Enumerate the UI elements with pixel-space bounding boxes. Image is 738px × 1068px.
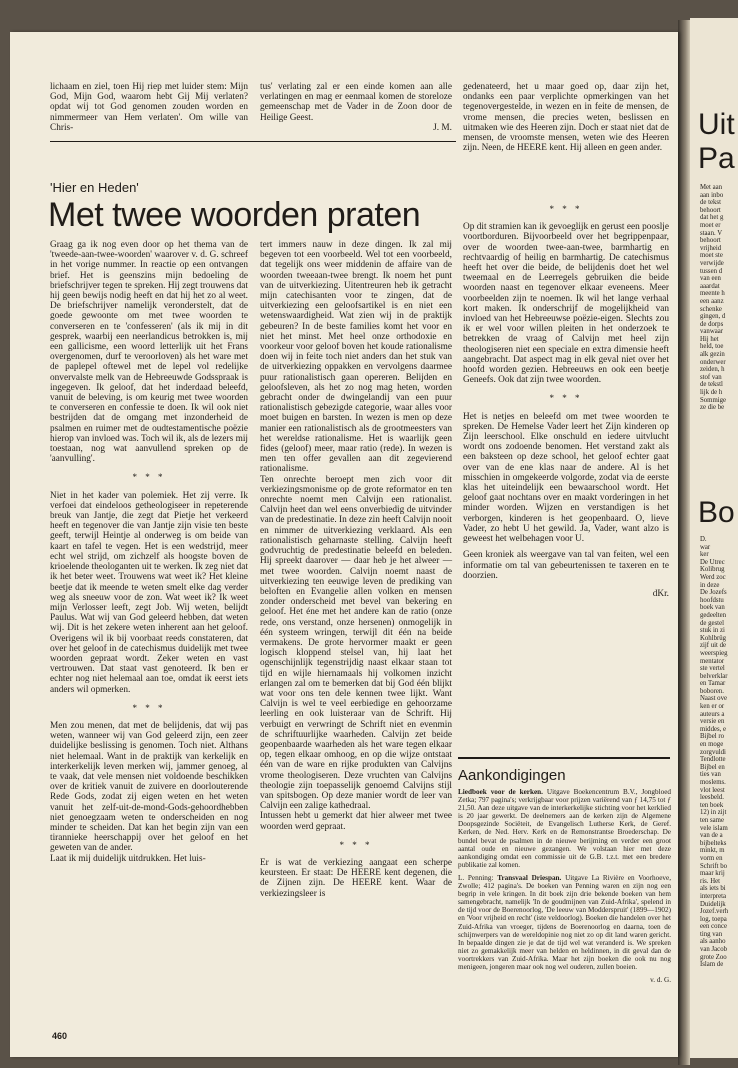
article-paragraph: Op dit stramien kan ik gevoeglijk en gerust een pooslje voortborduren. Bijvoorbeeld over het begrippenpaar, over de woorden twee-aan-twee, barmhartig en rechtvaardig of heilig en barmhartig. De catechismus heeft het over die beide, de belijdenis doet het wel tweemaal en de Leerregels gebruiken die beide woorden naast en tegenover elkaar eveneens. Meer voorbeelden zijn te noemen. Ik wil het lange verhaal kort maken. Ik onderschrijf de mogelijkheid van invloed van het Hebreeuwse poëzie-eigen. Slechts zou ik er wel voor willen pleiten in het onderzoek te betrekken de vraag of Calvijn met heel zijn theologiseren niet een speciale en extra dimensie heeft aangebracht. Dat aspect mag in elk geval niet over het hoofd worden gezien. Hebreeuws en ook een beetje Geneefs. Ook dat zijn twee woorden.	[463, 222, 669, 386]
top-column-1: lichaam en ziel, toen Hij riep met luider stem: Mijn God, Mijn God, waarom hebt Gij Mij verlaten? opdat wij tot God genomen zouden worden en nimmermeer van Hem verlaten'. Om wille van Chris-	[50, 82, 248, 133]
top-column-2	[260, 82, 452, 133]
article-signature: dKr.	[652, 588, 669, 599]
article-paragraph: Graag ga ik nog even door op het thema van de 'tweede-aan-twee-woorden' waarover v. d. G. schreef in het vorige nummer. In reactie op een ontvangen brief. Het is geenszins mijn bedoeling de briefschrijver tegen te spreken. Hij zegt trouwens dat hij geen bewijs nodig heeft en dat hij het zo al weet. De briefschrijver namelijk veronderstelt, dat de goede gewoonte om met twee woorden te converseren en te 'confesseren' (als ik mij in dit gesprek, waarbij een neerlandicus betrokken is, mij een gallicisme, een woord letterlijk uit het Frans overgenomen, durf te veroorloven) als het ware met de paplepel oftewel met de lepel vol redelijke onvervalste melk van de Hebreeuwde Godsspraak is ingegeven. Ik geloof, dat het inderdaad beleefd, vanuit de beleving, is om keurig met twee woorden te converseren en confessie te doen. Ik wil ook niet bestrijden dat de omgang met inzonderheid de psalmen en ruimer met de oudtestamentische poëzie hierop van invloed was. Toch wil ik, als de lezers mij toestaan, nog wat aanvullend spreken op de 'aanvulling'.	[50, 240, 248, 465]
right-page-heading-1: Uit	[698, 108, 735, 141]
announcement-item-author: L. Penning:	[458, 873, 494, 882]
section-divider: * * *	[549, 393, 583, 404]
announcement-item-text: Uitgave La Rivière en Voorhoeve, Zwolle; 412 pagina's. De boeken van Penning waren en zijn nog een begrip in vele kringen. In dit boek zijn drie bekende boeken van hem samengebracht, namelijk 'In de goudmijnen van Zuid-Afrika', spelend in de tijd voor de Boerenoorlog, 'De leeuw van Modderspruit' (1899—1902) en 'Voor vrijheid en recht' (iste veldoorlog). Boeken die handelen over het Zuid-Afrika van vroeger, tijdens de Boerenoorlog en daarna, toen de schijnwerpers van de wereldopinie nog niet zo op dit land waren gericht. In bepaalde dingen zie je dat de tijd wel wat veranderd is. We spreken niet zo gemakkelijk meer van helden en heldinnen, in dit geval dan de voortrekkers van Zuid-Afrika. Maar het zijn boeken die ook nu nog menigeen, jongeren maar ook nog wel ouderen, zullen boeien.	[458, 873, 671, 971]
article-paragraph: Intussen hebt u gemerkt dat hier alweer met twee woorden werd gepraat.	[260, 811, 452, 832]
article-paragraph: Het is netjes en beleefd om met twee woorden te spreken. De Hemelse Vader leert het Zijn kinderen op Zijn leerschool. Elke onschuld en iedere uitvlucht wordt ons zodoende benomen. Het verstand zakt als een baksteen op deze school, het geloof echter gaat over van de ene klas naar de andere. Al is het misschien in omgekeerde volgorde, zodat via de eerste klas het uiteindelijk een bewaarschool wordt. Het geloof gaat nochtans over en maakt vorderingen in het minder worden. Wijzen en verstandigen is het verborgen, kinderen is het geopenbaard. O, lieve Vader, zo hebt U het gewild. Ja, Vader, want alzo is geweest het welbehagen voor U.	[463, 411, 669, 545]
section-divider: * * *	[132, 702, 166, 713]
page-number: 460	[52, 1031, 68, 1041]
article-paragraph: Geen kroniek als weergave van tal van feiten, wel een informatie om tal van gebeurtenissen te taxeren en te doorzien.	[463, 550, 669, 581]
top-column-2-signature: J. M.	[433, 122, 452, 133]
announcement-item-title: Transvaal Driespan.	[497, 873, 562, 882]
top-column-2-text: tus' verlating zal er een einde komen aan alle verlatingen en mag er eenmaal komen de storeloze gemeenschap met de Vader in de Zoon door de Heilige Geest.	[260, 82, 452, 123]
article-paragraph: Er is wat de verkiezing aangaat een scherpe keursteen. Er staat: De HEERE kent degenen, die de Zijnen zijn. De HEERE kent. Waar de verkiezingsleer is	[260, 857, 452, 899]
article-column-2	[260, 240, 452, 899]
article-paragraph: Ten onrechte beroept men zich voor dit verkiezingsmonisme op de grote reformator en ten onrechte noemt men Calvijn een rationalist. Calvijn heet dan wel eens onverbiedig de uitvinder van de predestinatie. In deze zin heeft Calvijn nooit en nimmer de uitverkiezing verklaard. Als een rationalistisch geharnaste stelling. Calvijn heeft godvruchtig de predestinatie beleefd en beleden. Hij spreekt daarover — daar heb je het alweer — met twee woorden. Calvijn noemt naast de uitverkiezing ten eeuwige leven de prediking van beloften en Evangelie allen volken en mensen zonder onderscheid met bevel van bekering en geloof. Het éne met het andere kan de ratio (onze rede, ons verstand, onze hersenen) onmogelijk in één systeem wringen, terwijl dit één na beide vermakens. De grote hervormer maakt er geen logisch kloppend stelsel van, hij laat het ogenschijnlijk tegenstrijdig naast elkaar staan tot tijd en wijle hiernamaals hij volkomen inzicht erlangen zal om te bemerken dat bij God één blijkt wat voor ons ten dele kennen twee lijkt. Want Calvijn is wel te veel eerbiedige en gehoorzame leerling en ook luisteraar van de Schrift. Hij verbuigt en verwringt de Schrift niet en evenmin de schriftuurlijke waarheden. Calvijn zet beide geopenbaarde waarheden als het ware tegen elkaar op, tegen elkaar omhoog, en op die wijze ontstaat één van de ware en rijke produkten van Calvijns vrome theologiseren. Deze vruchten van Calvijns theologie zijn toepasselijk genoemd Calvijns stijl van spitsbogen. Op deze manier wordt de leer van Calvijn een zalige kathedraal.	[260, 474, 452, 812]
right-page-text-2: D. war ker De Utrec Kolibrug Werd zoc in deze De Jozefs hoofdstu boek van gedeelten de gestel stuk in zi Kohlbrüg zijf uit de weerspieg mentator ste vertel belverklar en Tamar boboren. Naast ove ken er or auteurs a versie en middes, e Bijbel ro en moge zorgvuldi Tendlotte Bijbel en ties van moslems. vlot leest leesbeld. ten boek 12) in zijt ten same vele islam van de a bijbelteks minkt, m vorm en Schrift bo maar krij ris. Het als iets bi interpreta Duidelijk Jozef.verh log, toepa een conce ting van als aanho van Jacob grote Zoo Islam de	[700, 536, 729, 969]
announcement-item	[458, 788, 671, 869]
book-gutter	[678, 20, 690, 1065]
article-kicker: 'Hier en Heden'	[50, 180, 139, 195]
article-column-1	[50, 240, 248, 864]
article-column-3	[463, 196, 669, 599]
section-divider: * * *	[339, 839, 373, 850]
right-page-heading-3: Bo	[698, 496, 735, 529]
article-title: Met twee woorden praten	[48, 196, 421, 234]
right-page-heading-2: Pa	[698, 142, 735, 175]
article-paragraph: Niet in het kader van polemiek. Het zij verre. Ik verfoei dat eindeloos getheologiseer in repeterende breuk van Jantje, die zegt dat Pietje het verkeerd heeft en tegenover die van Jantje zijn visie ten beste geeft, terwijl Heintje al onderweg is om beide van kaart en tafel te vegen. Het is een wedstrijd, meer echt wel strijd, om zichzelf als hoogste boven de krioelende theologanten uit te werken. Ik zeg niet dat ik het beter weet. Trouwens wat weet ik? Het kleine beetje dat ik meende te weten smelt elke dag verder weg als sneeuw voor de zon. Wat weet ik? Ik weet mijn Verlosser leeft, zegt Job. Wij weten, belijdt Paulus. Wat wij van God geleerd hebben, dat weten wij. Dit is het zekere weten inherent aan het geloof. Overigens wil ik bij voorbaat reeds constateren, dat over het geloof in de catechismus duidelijk met twee woorden gepraat wordt. Zeker weten en vast vertrouwen. Dat staat vast genoteerd. Ik ben er echter nog niet helemaal aan toe, omdat ik eerst iets anders wil opmerken.	[50, 490, 248, 695]
announcement-item-text: Uitgave Boekencentrum B.V., Jongbloed Zetka; 797 pagina's; verkrijgbaar voor prijzen variërend van ƒ 14,75 tot ƒ 21,50. Aan deze uitgave van de interkerkelijke stichting voor het kerklied is 20 jaar gewerkt. De deelnemers aan de kerken zijn de Algemene Doopsgezinde Sociëteit, de Evangelisch Lutherse Kerk, de Geref. Kerken, de Ned. Herv. Kerk en de Remonstrantse Broederschap. De bundel bevat de psalmen in de nieuwe berijming en verder een groot aantal oude en nieuwe gezangen. We volstaan hier met deze aankondiging omdat een commissie uit de G.B. t.z.t. met een bredere publikatie zal komen.	[458, 788, 671, 869]
top-rule	[50, 141, 456, 142]
right-page-text-1: Met aan aan inbo de tekst behoort dat het g moet er staan. V behoort vrijheid moet ste verwijde tussen d van een aaardat meente h een aanz schenke gingen, d de dorps vanwaar Hij het held, toe alk gezin onderwer zeiden, h stof van de tekstl lijk de h Sommige ze die be	[700, 184, 727, 412]
announcement-item	[458, 874, 671, 971]
aankondigingen-signature: v. d. G.	[650, 976, 671, 985]
article-paragraph: Laat ik mij duidelijk uitdrukken. Het luis-	[50, 853, 206, 864]
top-column-3: gedenateerd, het u maar goed op, daar zijn het, ondanks een paar verplichte opmerkingen van het tegenovergestelde, in wezen en in feite de mensen, de vrome mensen, die precies weten, beslissen en uitmaken wie des Heeren zijn. Doch er staat niet dat de mensen, de vroomste mensen, weten wie des Heeren zijn. Neen, de HEERE kent. Hij alleen en geen ander.	[463, 82, 669, 154]
right-page-edge	[690, 18, 738, 1058]
aankondigingen-title: Aankondigingen	[458, 767, 566, 784]
article-paragraph: Men zou menen, dat met de belijdenis, dat wij pas weten, wanneer wij van God geleerd zijn, een zeer duidelijke beslissing is genomen. Toch niet. Althans niet helemaal. Want in de praktijk van kerkelijk en interkerkelijk leven merken wij, jammer genoeg, al te vaak, dat vele mensen niet voldoende beschikken over de kritiek vanuit de zuivere en doorlouterende Rede Gods, zodat zij eigen weten en het weten vanuit het zelf-uit-de-mond-Gods-gehoordhebben niet genoegzaam weten te onderscheiden en nog minder te scheiden. Dat kan het begin zijn van een tirannieke heerschappij over het geloof en het geweten van de ander.	[50, 720, 248, 854]
announcement-item-title: Liedboek voor de kerken.	[458, 788, 543, 796]
section-divider: * * *	[549, 204, 583, 214]
aankondigingen-body	[458, 788, 671, 984]
aankondigingen-rule	[458, 757, 670, 759]
section-divider: * * *	[132, 472, 166, 483]
article-paragraph: tert immers nauw in deze dingen. Ik zal mij begeven tot een voorbeeld. Wel tot een voorbeeld, dat tegelijk ons weer middenin de affaire van de woorden tweeaan-twee brengt. Ik noem het punt van de uitverkiezing. Uitentreuren heb ik getracht mijn catechisanten voor te zingen, dat de uitverkiezing een geloofsartikel is en niet een wetenswaardigheid. Wat zien wij in de praktijk gebeuren? In de beste families komt het voor en niet het minst. Met heel onze orthodoxie en voorkeur voor geloof boven het koude rationalisme doen wij in feite toch niet anders dan het stuk van de uitverkiezing oppakken en vervolgens daarmee puur rationalistisch gaan opereren. Belijden en geloofsleven, als het zo nog mag heten, worden gebracht onder de dwingelandij van een puur rationalistisch gebezigde categorie, waar alles voor moet buigen en barsten. In wezen is men op deze manier een rationalistisch als de grootmeesters van het wereldse rationalisme. Het is waarlijk geen fides (geloof) meer, maar ratio (rede). In wezen is men ten offer gevallen aan dit zegevierend rationalisme.	[260, 240, 452, 475]
